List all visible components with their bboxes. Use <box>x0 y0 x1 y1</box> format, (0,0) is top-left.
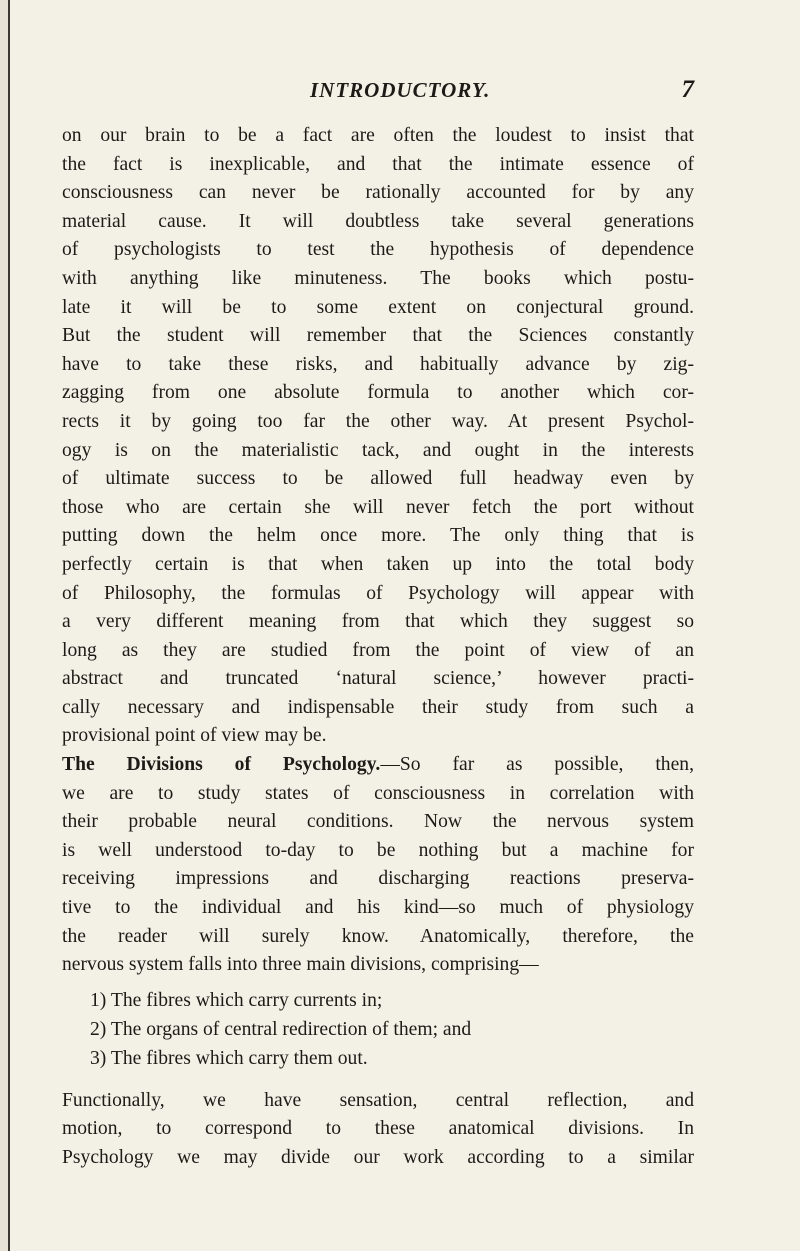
text-line: material cause. It will doubtless take several generations <box>62 210 694 232</box>
text-line: is well understood to-day to be nothing but a machine for <box>62 839 694 861</box>
text-line: Functionally, we have sensation, central reflection, and <box>62 1089 694 1111</box>
text-line: the reader will surely know. Anatomically, therefore, the <box>62 925 694 947</box>
running-title: INTRODUCTORY. <box>310 78 491 102</box>
list-item: 2) The organs of central redirection of them; and <box>90 1018 472 1040</box>
binding-edge-line <box>8 0 10 1251</box>
paragraph-3 <box>62 1087 694 1173</box>
text-line: have to take these risks, and habitually advance by zig- <box>62 353 694 375</box>
paragraph-gap <box>62 1073 694 1087</box>
divisions-list <box>62 986 694 1073</box>
text-line: late it will be to some extent on conjectural ground. <box>62 296 694 318</box>
list-item: 3) The fibres which carry them out. <box>90 1047 368 1069</box>
binding-edge-shadow <box>0 0 8 1251</box>
text-line: we are to study states of consciousness in correlation with <box>62 782 694 804</box>
text-line: of psychologists to test the hypothesis of dependence <box>62 239 694 261</box>
text-line: on our brain to be a fact are often the loudest to insist that <box>62 125 694 146</box>
text-line: But the student will remember that the Sciences constantly <box>62 325 694 347</box>
text-line: of Philosophy, the formulas of Psychology will appear with <box>62 582 694 604</box>
page-number: 7 <box>681 76 694 103</box>
running-head <box>62 78 694 108</box>
text-line: tive to the individual and his kind—so much of physiology <box>62 897 694 919</box>
text-line: the fact is inexplicable, and that the intimate essence of <box>62 153 694 175</box>
text-line: their probable neural conditions. Now the nervous system <box>62 811 694 833</box>
body-text <box>62 122 694 1173</box>
section-heading: The Divisions of Psychology. <box>62 754 381 776</box>
text-line: consciousness can never be rationally accounted for by any <box>62 182 694 204</box>
text-line: a very different meaning from that which they suggest so <box>62 611 694 633</box>
text-line: Psychology we may divide our work according to a similar <box>62 1147 694 1168</box>
text-line: nervous system falls into three main divisions, comprising— <box>62 954 539 976</box>
text-line: those who are certain she will never fetch the port without <box>62 496 694 518</box>
text-line: motion, to correspond to these anatomical divisions. In <box>62 1118 694 1140</box>
text-line: with anything like minuteness. The books which postu- <box>62 267 694 289</box>
text-line: receiving impressions and discharging reactions preserva- <box>62 868 694 890</box>
text-line: ogy is on the materialistic tack, and ought in the interests <box>62 439 694 461</box>
text-line <box>62 751 694 780</box>
text-line: long as they are studied from the point of view of an <box>62 639 694 661</box>
paragraph-1 <box>62 122 694 751</box>
text-line: abstract and truncated ‘natural science,’ however practi- <box>62 668 694 690</box>
text-line: cally necessary and indispensable their study from such a <box>62 696 694 718</box>
text-line: of ultimate success to be allowed full headway even by <box>62 468 694 490</box>
text-line: putting down the helm once more. The only thing that is <box>62 525 694 547</box>
heading-line-rest: —So far as possible, then, <box>380 754 694 776</box>
text-line: provisional point of view may be. <box>62 725 327 747</box>
list-item: 1) The fibres which carry currents in; <box>90 989 383 1011</box>
paragraph-2 <box>62 751 694 980</box>
text-line: rects it by going too far the other way. At present Psychol- <box>62 410 694 432</box>
text-line: zagging from one absolute formula to another which cor- <box>62 382 694 404</box>
text-line: perfectly certain is that when taken up into the total body <box>62 553 694 575</box>
